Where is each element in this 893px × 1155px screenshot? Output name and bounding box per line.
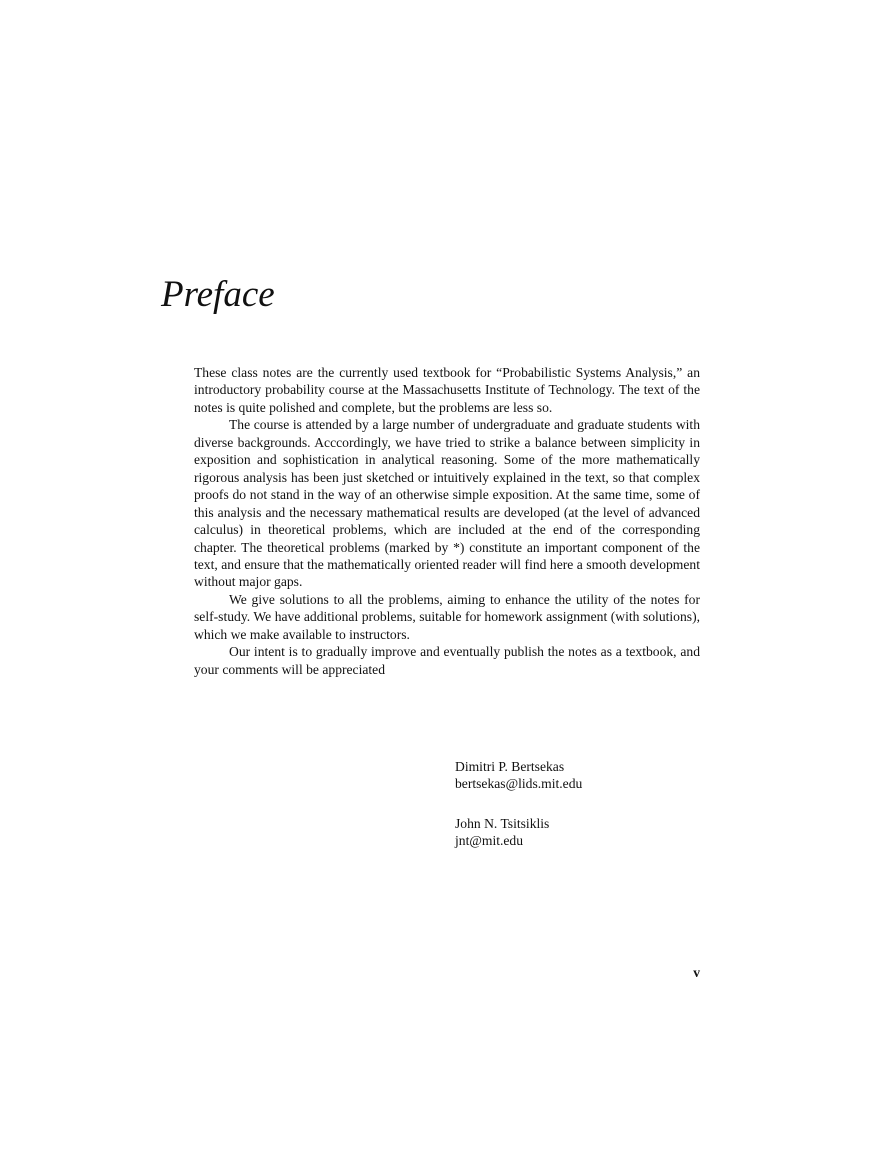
author-email: bertsekas@lids.mit.edu	[455, 776, 583, 792]
author-signatures	[455, 758, 582, 872]
page-number: v	[693, 965, 700, 980]
preface-body	[194, 364, 700, 678]
author-name: Dimitri P. Bertsekas	[455, 759, 565, 774]
paragraph-4: Our intent is to gradually improve and eventually publish the notes as a textbook, and your comments will be appreciated	[194, 644, 700, 677]
page-title: Preface	[161, 274, 275, 315]
author-block-bertsekas	[455, 758, 582, 793]
author-name: John N. Tsitsiklis	[455, 815, 550, 831]
author-block-tsitsiklis	[455, 815, 582, 850]
author-email: jnt@mit.edu	[455, 833, 524, 849]
paragraph-3: We give solutions to all the problems, aiming to enhance the utility of the notes for self-study. We have additional problems, suitable for homework assignment (with solutions), which we make available to instructors.	[194, 591, 700, 642]
paragraph-1: These class notes are the currently used textbook for “Probabilistic Systems Analysis,” an introductory probability course at the Massachusetts Institute of Technology. The text of the notes is quite polished and complete, but the problems are less so.	[194, 365, 700, 415]
paragraph-2: The course is attended by a large number of undergraduate and graduate students with diverse backgrounds. Acccordingly, we have tried to strike a balance between simplicity in exposition and sophistication in analytical reasoning. Some of the more mathematically rigorous analysis has been just sketched or intuitively explained in the text, so that complex proofs do not stand in the way of an otherwise simple exposition. At the same time, some of this analysis and the necessary mathematical results are developed (at the level of advanced calculus) in theoretical problems, which are included at the end of the corresponding chapter. The theoretical problems (marked by *) constitute an important component of the text, and ensure that the mathematically oriented reader will find here a smooth development without major gaps.	[194, 417, 700, 590]
